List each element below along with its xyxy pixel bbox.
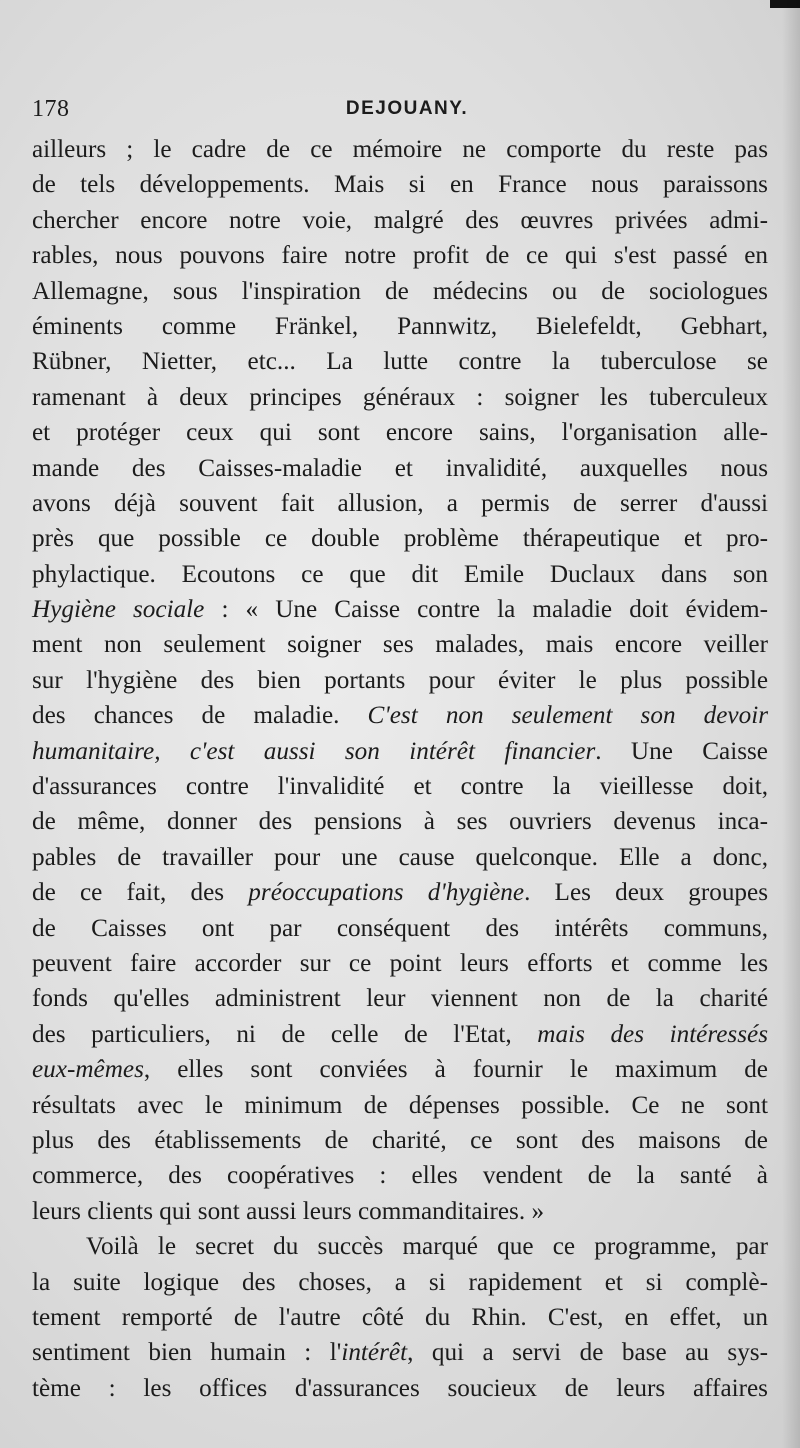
page-header — [32, 96, 752, 126]
text-line: pables de travailler pour une cause quelconque. Elle a donc, — [32, 843, 768, 871]
text-line: commerce, des coopératives : elles vendent de la santé à — [32, 1162, 768, 1190]
text-line: ramenant à deux principes généraux : soigner les tuberculeux — [32, 383, 768, 411]
page-number: 178 — [32, 96, 70, 122]
text-line: ailleurs ; le cadre de ce mémoire ne comporte du reste pas — [32, 136, 768, 163]
text-line: de ce fait, des préoccupations d'hygiène. Les deux groupes — [32, 879, 768, 907]
text-line: de Caisses ont par conséquent des intérêts communs, — [32, 914, 768, 942]
running-head: DEJOUANY. — [345, 98, 469, 119]
text-line: et protéger ceux qui sont encore sains, l'organisation alle- — [32, 419, 768, 447]
text-line: de tels développements. Mais si en France nous paraissons — [32, 171, 768, 199]
text-line: leurs clients qui sont aussi leurs commanditaires. » — [32, 1197, 545, 1225]
text-line: eux-mêmes, elles sont conviées à fournir le maximum de — [32, 1056, 768, 1084]
text-line: des particuliers, ni de celle de l'Etat, mais des intéressés — [32, 1020, 768, 1048]
emphasis-italic: humanitaire, c'est aussi son intérêt financier — [32, 737, 596, 765]
text-line: la suite logique des choses, a si rapidement et si complè- — [32, 1268, 768, 1296]
text-line: sur l'hygiène des bien portants pour éviter le plus possible — [32, 666, 768, 694]
text-line: Hygiène sociale : « Une Caisse contre la maladie doit évidem- — [32, 596, 768, 624]
text-line: tème : les offices d'assurances soucieux de leurs affaires — [32, 1374, 768, 1402]
text-line: peuvent faire accorder sur ce point leurs efforts et comme les — [32, 949, 768, 977]
text-line: près que possible ce double problème thérapeutique et pro- — [32, 525, 768, 553]
text-line: tement remporté de l'autre côté du Rhin. C'est, en effet, un — [32, 1303, 768, 1331]
emphasis-italic: eux-mêmes — [32, 1056, 144, 1084]
emphasis-italic: mais des intéressés — [537, 1020, 768, 1048]
text-line: avons déjà souvent fait allusion, a permis de serrer d'aussi — [32, 489, 768, 517]
emphasis-italic: préoccupations d'hygiène — [248, 879, 525, 907]
text-line: fonds qu'elles administrent leur viennent non de la charité — [32, 985, 768, 1013]
text-line: Rübner, Nietter, etc... La lutte contre la tuberculose se — [32, 348, 768, 376]
page-edge-shadow — [782, 0, 800, 1448]
emphasis-italic: C'est non seulement son devoir — [367, 702, 769, 730]
text-line: phylactique. Ecoutons ce que dit Emile Duclaux dans son — [32, 560, 768, 588]
text-line: ment non seulement soigner ses malades, mais encore veiller — [32, 631, 768, 659]
text-line: sentiment bien humain : l'intérêt, qui a servi de base au sys- — [32, 1339, 768, 1367]
text-line: chercher encore notre voie, malgré des œuvres privées admi- — [32, 206, 768, 234]
text-line: humanitaire, c'est aussi son intérêt financier. Une Caisse — [32, 737, 768, 765]
book-title-italic: Hygiène sociale — [32, 596, 205, 624]
text-line: rables, nous pouvons faire notre profit de ce qui s'est passé en — [32, 242, 768, 270]
paragraph-start-line: Voilà le secret du succès marqué que ce programme, par — [86, 1233, 768, 1261]
text-line: Allemagne, sous l'inspiration de médecins ou de sociologues — [32, 277, 768, 305]
text-line: des chances de maladie. C'est non seulement son devoir — [32, 702, 769, 730]
text-line: plus des établissements de charité, ce sont des maisons de — [32, 1126, 768, 1154]
text-line: mande des Caisses-maladie et invalidité, auxquelles nous — [32, 454, 768, 482]
text-line: résultats avec le minimum de dépenses possible. Ce ne sont — [32, 1091, 768, 1119]
text-line: éminents comme Fränkel, Pannwitz, Bielefeldt, Gebhart, — [32, 312, 768, 340]
body-text — [32, 132, 768, 1406]
text-line: de même, donner des pensions à ses ouvriers devenus inca- — [32, 808, 768, 836]
emphasis-italic: intérêt — [341, 1339, 408, 1367]
text-line: d'assurances contre l'invalidité et contre la vieillesse doit, — [32, 773, 768, 801]
